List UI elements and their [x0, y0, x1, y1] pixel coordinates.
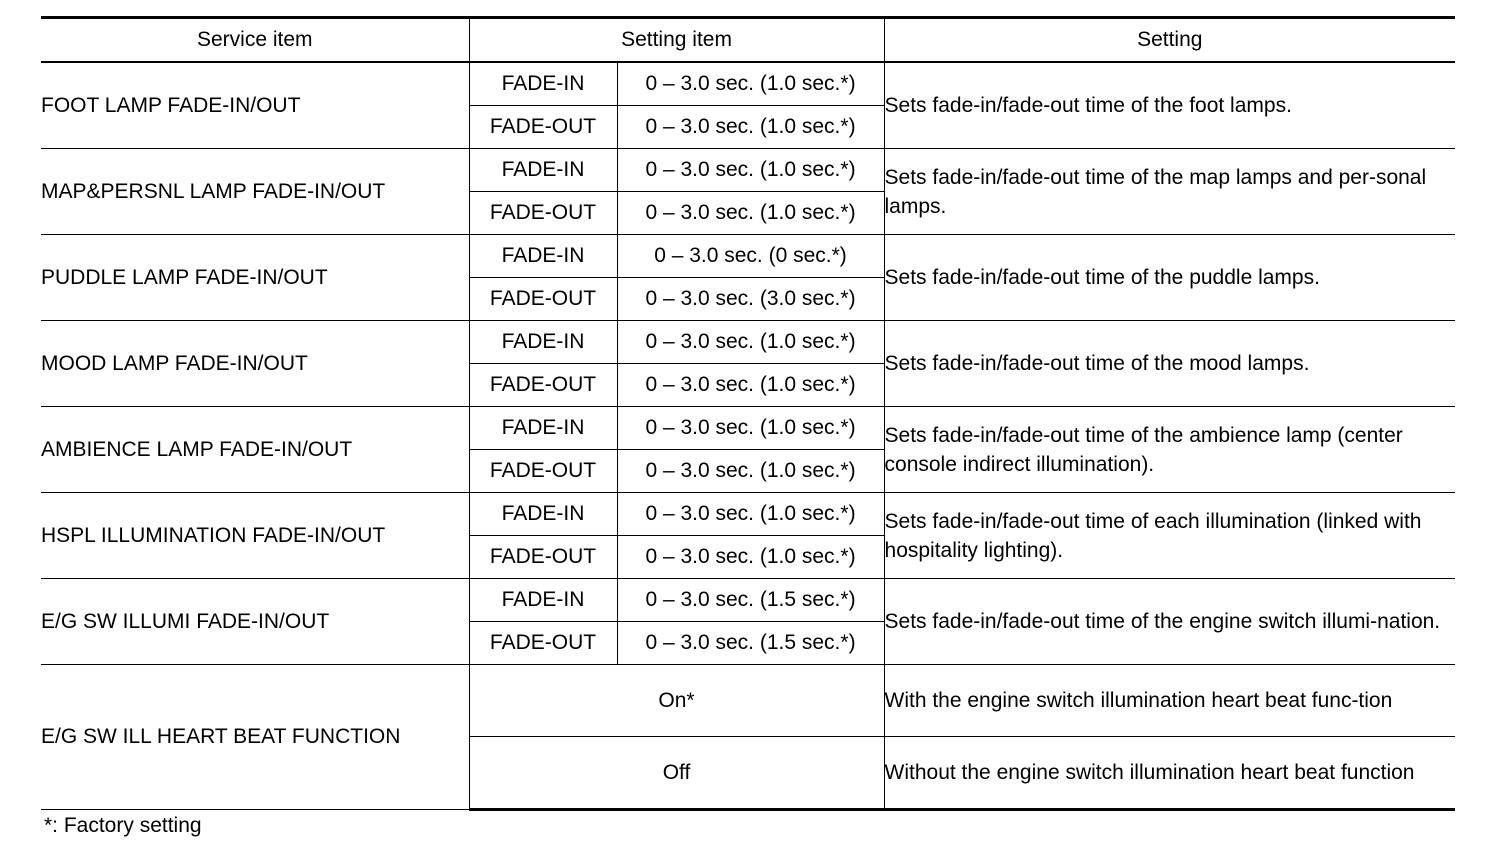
fade-out-label: FADE-OUT — [469, 450, 617, 493]
fade-in-label: FADE-IN — [469, 149, 617, 192]
fade-in-label: FADE-IN — [469, 407, 617, 450]
fade-in-range: 0 – 3.0 sec. (1.0 sec.*) — [617, 493, 884, 536]
fade-out-range: 0 – 3.0 sec. (1.0 sec.*) — [617, 450, 884, 493]
fade-out-label: FADE-OUT — [469, 278, 617, 321]
fade-in-range: 0 – 3.0 sec. (0 sec.*) — [617, 235, 884, 278]
fade-out-label: FADE-OUT — [469, 192, 617, 235]
setting-description: Sets fade-in/fade-out time of the mood lamps. — [884, 321, 1455, 407]
fade-out-range: 0 – 3.0 sec. (1.0 sec.*) — [617, 106, 884, 149]
fade-in-range: 0 – 3.0 sec. (1.0 sec.*) — [617, 407, 884, 450]
setting-description: Sets fade-in/fade-out time of the map lamps and per-sonal lamps. — [884, 149, 1455, 235]
fade-in-label: FADE-IN — [469, 62, 617, 106]
fade-out-range: 0 – 3.0 sec. (1.0 sec.*) — [617, 192, 884, 235]
fade-out-label: FADE-OUT — [469, 106, 617, 149]
setting-description: Sets fade-in/fade-out time of the puddle lamps. — [884, 235, 1455, 321]
setting-description: Sets fade-in/fade-out time of the ambience lamp (center console indirect illumination). — [884, 407, 1455, 493]
fade-out-range: 0 – 3.0 sec. (1.0 sec.*) — [617, 364, 884, 407]
service-item-cell: AMBIENCE LAMP FADE-IN/OUT — [41, 407, 469, 493]
service-item-cell: PUDDLE LAMP FADE-IN/OUT — [41, 235, 469, 321]
fade-out-label: FADE-OUT — [469, 364, 617, 407]
table-row — [41, 235, 1455, 278]
fade-out-range: 0 – 3.0 sec. (1.0 sec.*) — [617, 536, 884, 579]
table-header-row — [41, 18, 1455, 63]
heartbeat-off-option: Off — [469, 737, 884, 810]
service-item-cell: E/G SW ILLUMI FADE-IN/OUT — [41, 579, 469, 665]
service-item-cell: HSPL ILLUMINATION FADE-IN/OUT — [41, 493, 469, 579]
header-setting-item: Setting item — [469, 18, 884, 63]
fade-in-label: FADE-IN — [469, 235, 617, 278]
service-settings-table — [41, 16, 1455, 811]
table-row — [41, 321, 1455, 364]
table-row — [41, 579, 1455, 622]
fade-in-label: FADE-IN — [469, 493, 617, 536]
header-setting: Setting — [884, 18, 1455, 63]
fade-in-range: 0 – 3.0 sec. (1.0 sec.*) — [617, 149, 884, 192]
header-service-item: Service item — [41, 18, 469, 63]
service-item-cell: MOOD LAMP FADE-IN/OUT — [41, 321, 469, 407]
fade-out-range: 0 – 3.0 sec. (3.0 sec.*) — [617, 278, 884, 321]
setting-description: Sets fade-in/fade-out time of the engine switch illumi-nation. — [884, 579, 1455, 665]
setting-description: Sets fade-in/fade-out time of each illumination (linked with hospitality lighting). — [884, 493, 1455, 579]
heartbeat-on-option: On* — [469, 665, 884, 737]
fade-out-label: FADE-OUT — [469, 536, 617, 579]
setting-description: With the engine switch illumination heart beat func-tion — [884, 665, 1455, 737]
fade-in-label: FADE-IN — [469, 579, 617, 622]
setting-description: Without the engine switch illumination heart beat function — [884, 737, 1455, 810]
fade-out-label: FADE-OUT — [469, 622, 617, 665]
table-row — [41, 407, 1455, 450]
service-item-cell: FOOT LAMP FADE-IN/OUT — [41, 62, 469, 149]
service-item-cell: MAP&PERSNL LAMP FADE-IN/OUT — [41, 149, 469, 235]
fade-in-range: 0 – 3.0 sec. (1.0 sec.*) — [617, 321, 884, 364]
table-row — [41, 62, 1455, 106]
fade-in-range: 0 – 3.0 sec. (1.0 sec.*) — [617, 62, 884, 106]
service-item-cell: E/G SW ILL HEART BEAT FUNCTION — [41, 665, 469, 810]
fade-in-range: 0 – 3.0 sec. (1.5 sec.*) — [617, 579, 884, 622]
table-row — [41, 493, 1455, 536]
table-row — [41, 665, 1455, 737]
fade-in-label: FADE-IN — [469, 321, 617, 364]
footnote-factory-setting: *: Factory setting — [44, 814, 202, 837]
fade-out-range: 0 – 3.0 sec. (1.5 sec.*) — [617, 622, 884, 665]
table-row — [41, 149, 1455, 192]
setting-description: Sets fade-in/fade-out time of the foot lamps. — [884, 62, 1455, 149]
